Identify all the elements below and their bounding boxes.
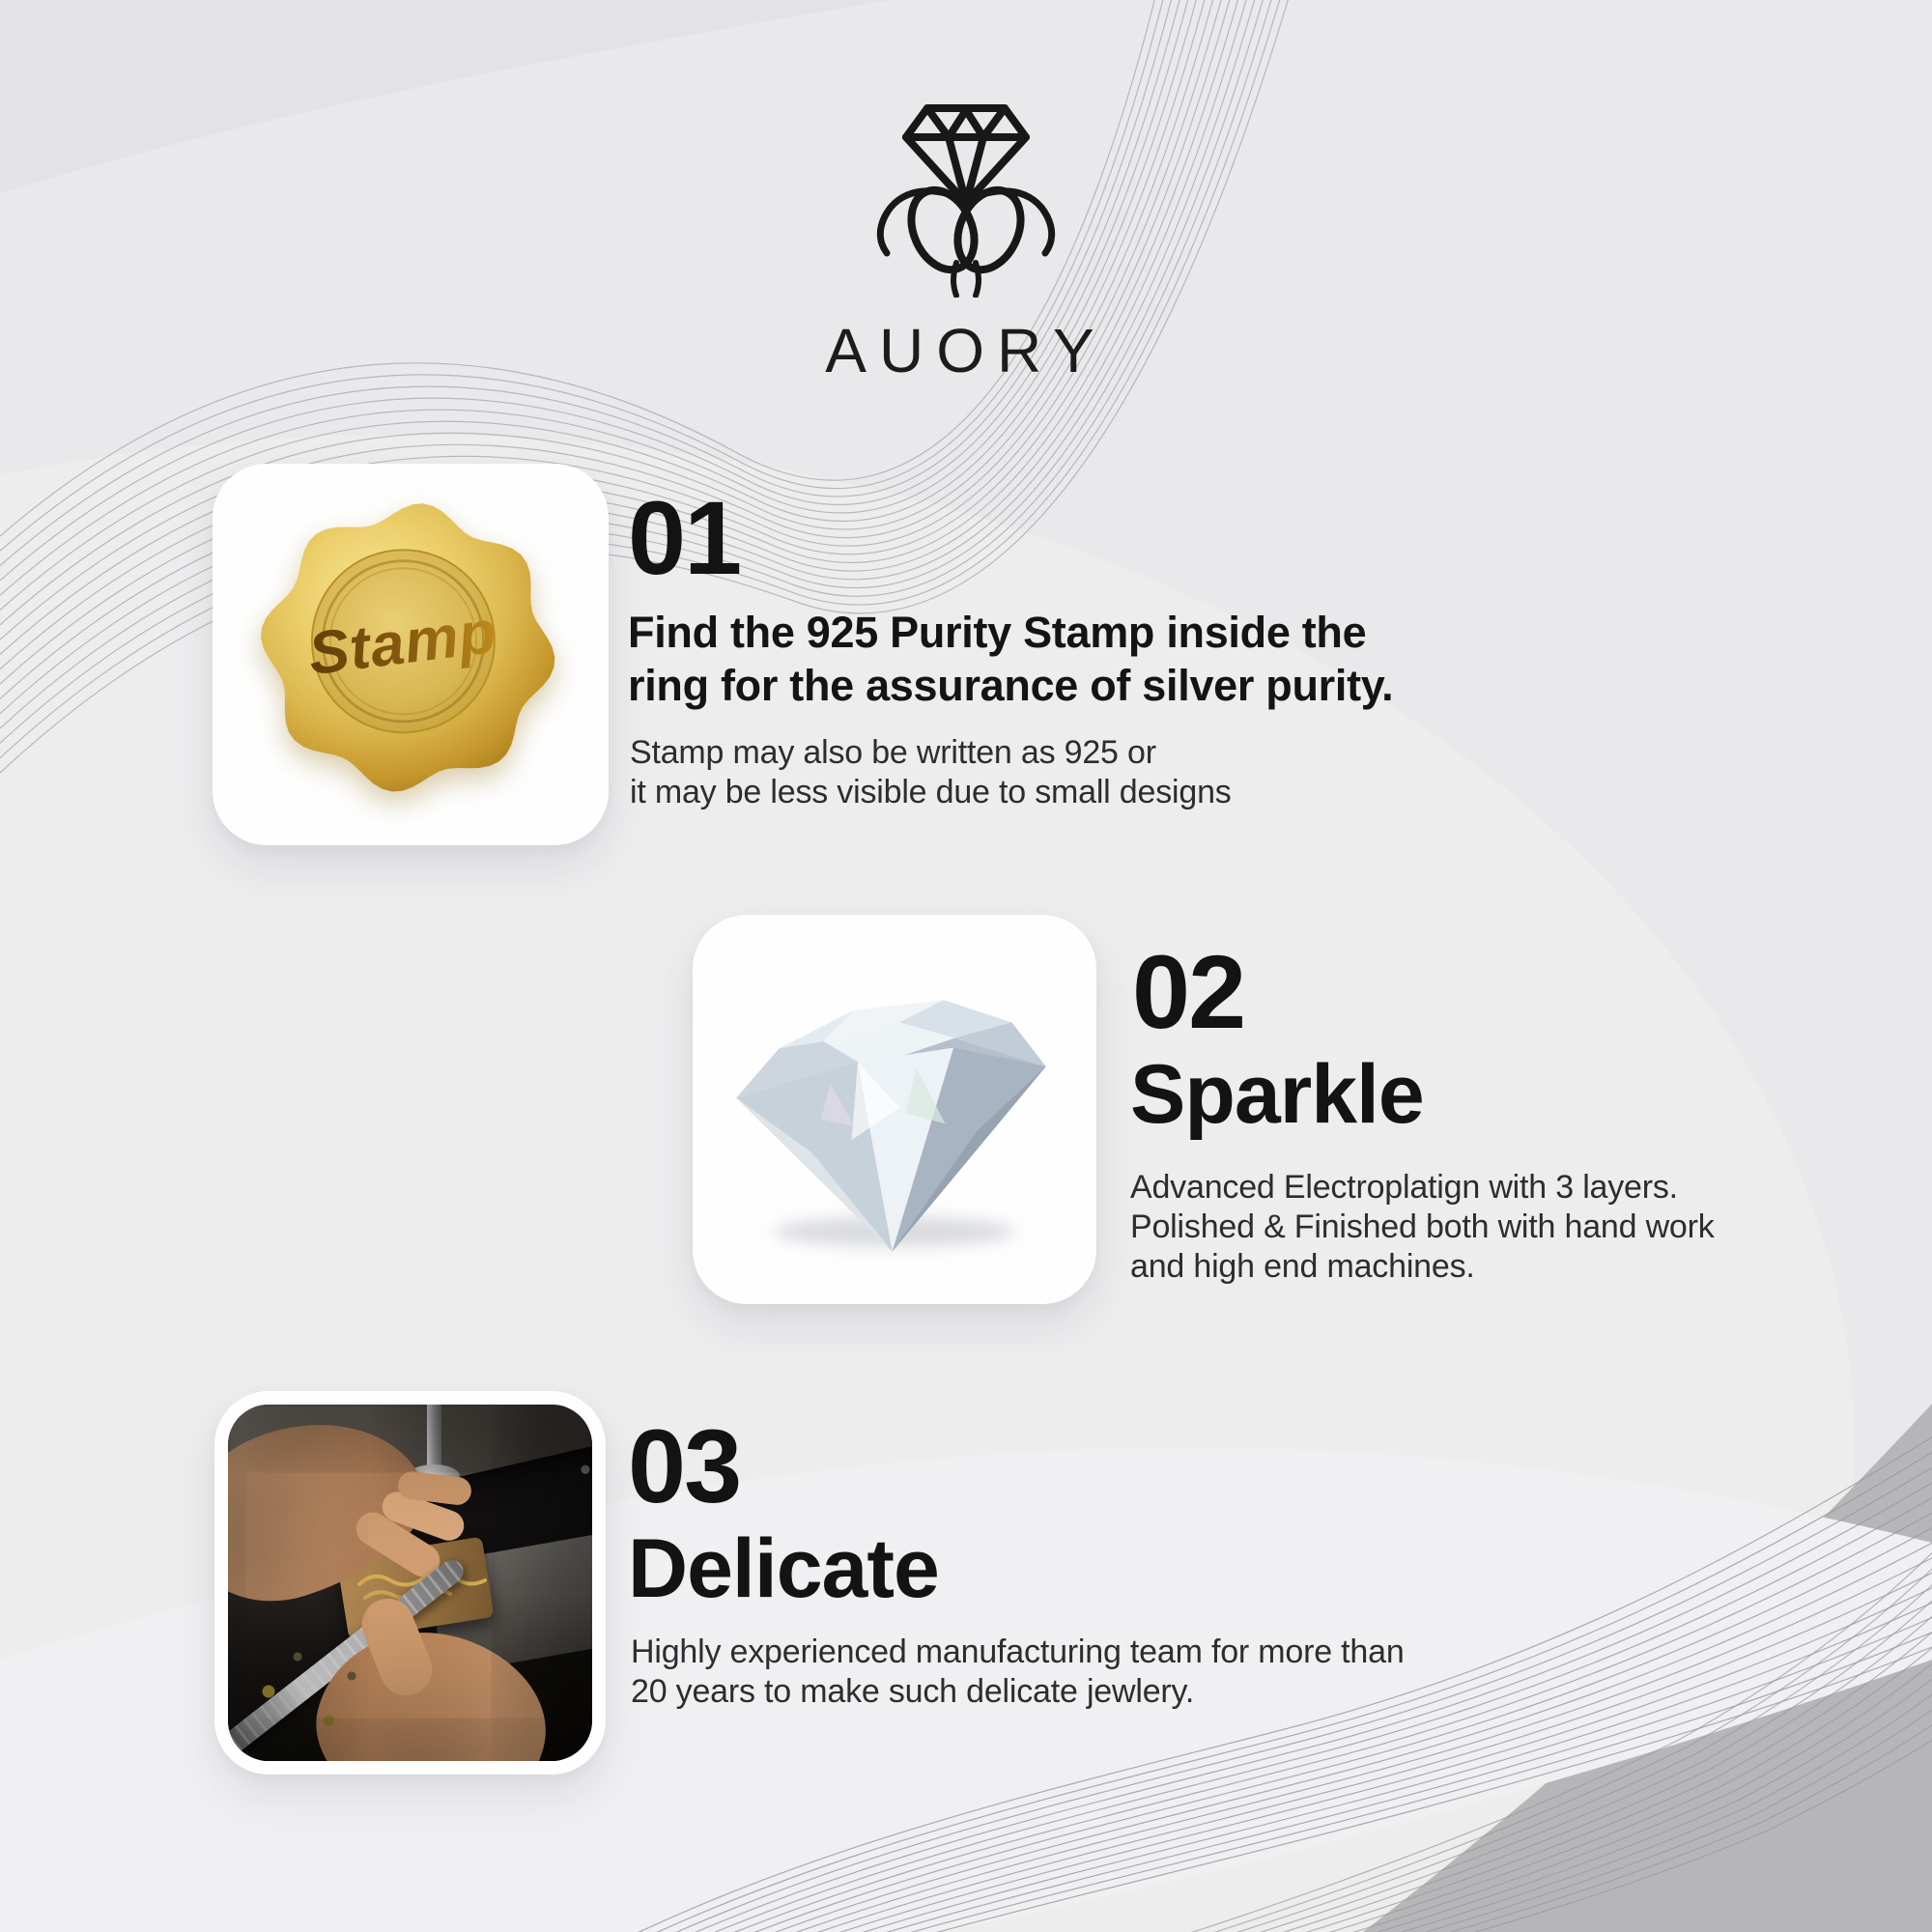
step-3-body [631, 1633, 1405, 1712]
step-1-note [630, 733, 1232, 812]
step-1-heading-line-1: Find the 925 Purity Stamp inside the [628, 608, 1367, 657]
step-3-body-line-1: Highly experienced manufacturing team for more than [631, 1634, 1405, 1670]
step-2-body [1130, 1168, 1715, 1287]
step-2-body-line-1: Advanced Electroplatign with 3 layers. [1130, 1169, 1678, 1206]
seal-word: Stamp [304, 598, 501, 689]
jewelry-crafting-photo [228, 1405, 592, 1761]
step-1-number: 01 [628, 479, 741, 596]
step-2-body-line-3: and high end machines. [1130, 1248, 1475, 1285]
step-3-body-line-2: 20 years to make such delicate jewlery. [631, 1673, 1195, 1710]
brand-logo-icon [858, 95, 1074, 298]
step-1-note-line-1: Stamp may also be written as 925 or [630, 734, 1156, 771]
gold-wax-seal-image [217, 471, 604, 837]
step-3-image-card [214, 1391, 606, 1775]
photo-vignette [228, 1405, 592, 1761]
brand-name: AUORY [825, 316, 1107, 385]
step-1-heading-line-2: ring for the assurance of silver purity. [628, 661, 1394, 710]
top-left-corner-shade [0, 0, 889, 193]
step-3-title: Delicate [628, 1522, 939, 1615]
step-2-title: Sparkle [1130, 1048, 1424, 1141]
step-1-heading [628, 606, 1393, 712]
step-2-number: 02 [1132, 933, 1245, 1050]
step-1-image-card [213, 464, 609, 845]
right-tail [976, 263, 979, 296]
step-2-body-line-2: Polished & Finished both with hand work [1130, 1208, 1715, 1245]
left-tail [953, 263, 956, 296]
step-3-number: 03 [628, 1407, 741, 1524]
step-1-note-line-2: it may be less visible due to small designs [630, 774, 1232, 810]
step-2-image-card [693, 915, 1096, 1304]
diamond-image [716, 944, 1073, 1263]
